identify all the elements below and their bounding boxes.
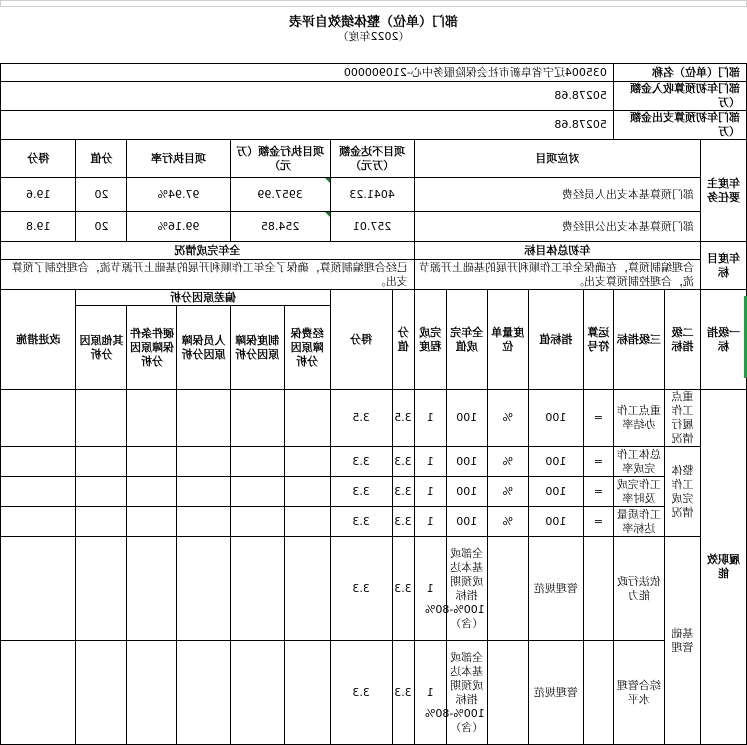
ind-2-dev-other: [76, 447, 127, 477]
ind-6-op: [583, 641, 613, 745]
l2-overall-work: 整体工作完成情况: [664, 447, 700, 537]
ind-6-target: 管理规范: [528, 641, 583, 745]
col-project: 对应项目: [414, 140, 700, 178]
hdr-completion: 完成程度: [414, 290, 446, 390]
ind-4-name: 工作质量达标率: [613, 507, 664, 537]
task-row-2-weight: 20: [76, 212, 127, 242]
ind-5-weight: 3.3: [392, 537, 414, 641]
hdr-level2: 二级指标: [664, 290, 700, 390]
ind-4-dev-system: [230, 507, 284, 537]
ind-3-done: 100: [446, 477, 487, 507]
ind-2-dev-staff: [177, 447, 230, 477]
hdr-done-value: 全年完成值: [446, 290, 487, 390]
l1-performance: 履职效能: [700, 390, 746, 745]
ind-2-improve: [1, 447, 76, 477]
ind-3-op: =: [583, 477, 613, 507]
ind-3-weight: 3.3: [392, 477, 414, 507]
expense-value: 50278.68: [1, 111, 614, 140]
dept-name-label: 部门（单位）名称: [613, 64, 746, 82]
hdr-dev-other: 其他原因分析: [76, 306, 127, 390]
col-score: 得分: [1, 140, 76, 178]
ind-2-dev-hardware: [127, 447, 177, 477]
ind-4-dev-other: [76, 507, 127, 537]
ind-1-score: 3.5: [330, 390, 392, 447]
l2-key-work: 重点工作履行情况: [664, 390, 700, 447]
ind-3-improve: [1, 477, 76, 507]
ind-1-improve: [1, 390, 76, 447]
overall-goal-text: 合理编制预算，在确保全年工作顺利开展的基础上开源节流，合理控制预算支出。: [414, 260, 700, 290]
ind-3-dev-other: [76, 477, 127, 507]
ind-2-score: 3.3: [330, 447, 392, 477]
ind-1-target: 100: [528, 390, 583, 447]
ind-4-rate: 1: [414, 507, 446, 537]
ind-6-score: 3.3: [330, 641, 392, 745]
ind-6-dev-system: [230, 641, 284, 745]
ind-5-score: 3.3: [330, 537, 392, 641]
spacer: [1, 54, 747, 64]
hdr-level1: 一级指标: [700, 290, 746, 390]
ind-6-done: 全部或基本达成预期指标100%-80%（含）: [446, 641, 487, 745]
ind-5-op: [583, 537, 613, 641]
hdr-deviation: 偏差原因分析: [76, 290, 330, 306]
ind-2-weight: 3.3: [392, 447, 414, 477]
ind-3-dev-hardware: [127, 477, 177, 507]
tasks-section-label: 年度主要任务: [700, 140, 746, 242]
task-row-2-project: 部门预算基本支出公用经费: [414, 212, 700, 242]
hdr-score: 得分: [330, 290, 392, 390]
col-exec-amount: 项目执行金额（万元）: [230, 140, 330, 178]
task-row-1-rate: 97.94%: [127, 178, 230, 212]
ind-3-name: 工作完成及时率: [613, 477, 664, 507]
ind-6-unit: [487, 641, 528, 745]
task-row-2-rate: 99.16%: [127, 212, 230, 242]
col-unreached-amount: 项目不达金额（万元）: [330, 140, 414, 178]
ind-4-unit: %: [487, 507, 528, 537]
ind-4-op: =: [583, 507, 613, 537]
ind-5-target: 管理规范: [528, 537, 583, 641]
task-row-1-project: 部门预算基本支出人员经费: [414, 178, 700, 212]
hdr-dev-hardware: 硬件条件保障原因分析: [127, 306, 177, 390]
ind-4-score: 3.3: [330, 507, 392, 537]
ind-5-name: 依法行政能力: [613, 537, 664, 641]
ind-1-dev-staff: [177, 390, 230, 447]
hdr-improvement: 改进措施: [1, 290, 76, 390]
ind-2-unit: %: [487, 447, 528, 477]
hdr-level3: 三级指标: [613, 290, 664, 390]
ind-3-rate: 1: [414, 477, 446, 507]
ind-2-target: 100: [528, 447, 583, 477]
page-title: 部门（单位）整体绩效自评表: [289, 15, 459, 31]
hdr-dev-system: 制度保障原因分析: [230, 306, 284, 390]
col-weight: 分值: [76, 140, 127, 178]
ind-5-dev-system: [230, 537, 284, 641]
overall-goal-label: 年初总体目标: [414, 242, 700, 260]
ind-6-dev-funding: [284, 641, 330, 745]
ind-4-done: 100: [446, 507, 487, 537]
ind-2-dev-funding: [284, 447, 330, 477]
ind-2-dev-system: [230, 447, 284, 477]
year-subtitle: （2022年度）: [337, 30, 410, 44]
task-row-2-exec: 254.85: [230, 212, 330, 242]
ind-5-dev-funding: [284, 537, 330, 641]
ind-1-dev-system: [230, 390, 284, 447]
ind-4-improve: [1, 507, 76, 537]
ind-4-dev-staff: [177, 507, 230, 537]
ind-6-dev-other: [76, 641, 127, 745]
ind-3-dev-staff: [177, 477, 230, 507]
ind-6-dev-hardware: [127, 641, 177, 745]
ind-2-name: 总体工作完成率: [613, 447, 664, 477]
ind-3-dev-funding: [284, 477, 330, 507]
ind-1-name: 重点工作办结率: [613, 390, 664, 447]
dept-name-value: 035004辽宁省阜新市社会保险服务中心-210900000: [1, 64, 614, 82]
ind-4-dev-funding: [284, 507, 330, 537]
ind-1-done: 100: [446, 390, 487, 447]
ind-6-weight: 3.3: [392, 641, 414, 745]
year-done-label: 全年完成情况: [1, 242, 415, 260]
task-row-2-unreached: 257.01: [330, 212, 414, 242]
year-done-text: 已经合理编制预算，确保了全年工作顺利开展的基础上开源节流，合理控制了预算支出。: [1, 260, 415, 290]
ind-5-improve: [1, 537, 76, 641]
ind-1-op: =: [583, 390, 613, 447]
hdr-operator: 运算符号: [583, 290, 613, 390]
ind-1-weight: 3.5: [392, 390, 414, 447]
ind-4-weight: 3.3: [392, 507, 414, 537]
ind-6-dev-staff: [177, 641, 230, 745]
ind-5-dev-hardware: [127, 537, 177, 641]
col-exec-rate: 项目执行率: [127, 140, 230, 178]
ind-2-op: =: [583, 447, 613, 477]
ind-5-dev-other: [76, 537, 127, 641]
ind-4-target: 100: [528, 507, 583, 537]
expense-label: 部门年初预算支出金额（万: [613, 111, 746, 140]
task-row-1-score: 19.6: [1, 178, 76, 212]
l2-basic-mgmt: 基础管理: [664, 537, 700, 745]
ind-2-rate: 1: [414, 447, 446, 477]
ind-3-target: 100: [528, 477, 583, 507]
ind-1-dev-hardware: [127, 390, 177, 447]
hdr-weight: 分值: [392, 290, 414, 390]
income-value: 50278.68: [1, 82, 614, 111]
title-cell: [1, 7, 747, 54]
income-label: 部门年初预算收入金额（万: [613, 82, 746, 111]
ind-3-dev-system: [230, 477, 284, 507]
hdr-target: 指标值: [528, 290, 583, 390]
hdr-dev-funding: 经费保障原因分析: [284, 306, 330, 390]
task-row-1-weight: 20: [76, 178, 127, 212]
task-row-2-score: 19.8: [1, 212, 76, 242]
ind-2-done: 100: [446, 447, 487, 477]
ind-5-done: 全部或基本达成预期指标100%-80%（含）: [446, 537, 487, 641]
ind-3-score: 3.3: [330, 477, 392, 507]
ind-5-dev-staff: [177, 537, 230, 641]
task-row-1-exec: 3957.99: [230, 178, 330, 212]
ind-5-rate: 1: [414, 537, 446, 641]
goals-section-label: 年度目标: [700, 242, 746, 290]
ind-5-unit: [487, 537, 528, 641]
ind-1-unit: %: [487, 390, 528, 447]
ind-6-improve: [1, 641, 76, 745]
ind-1-dev-other: [76, 390, 127, 447]
ind-1-dev-funding: [284, 390, 330, 447]
hdr-unit: 度量单位: [487, 290, 528, 390]
ind-6-rate: 1: [414, 641, 446, 745]
ind-1-rate: 1: [414, 390, 446, 447]
ind-6-name: 综合管理水平: [613, 641, 664, 745]
ind-3-unit: %: [487, 477, 528, 507]
task-row-1-unreached: 4041.23: [330, 178, 414, 212]
hdr-dev-staff: 人员保障原因分析: [177, 306, 230, 390]
ind-4-dev-hardware: [127, 507, 177, 537]
